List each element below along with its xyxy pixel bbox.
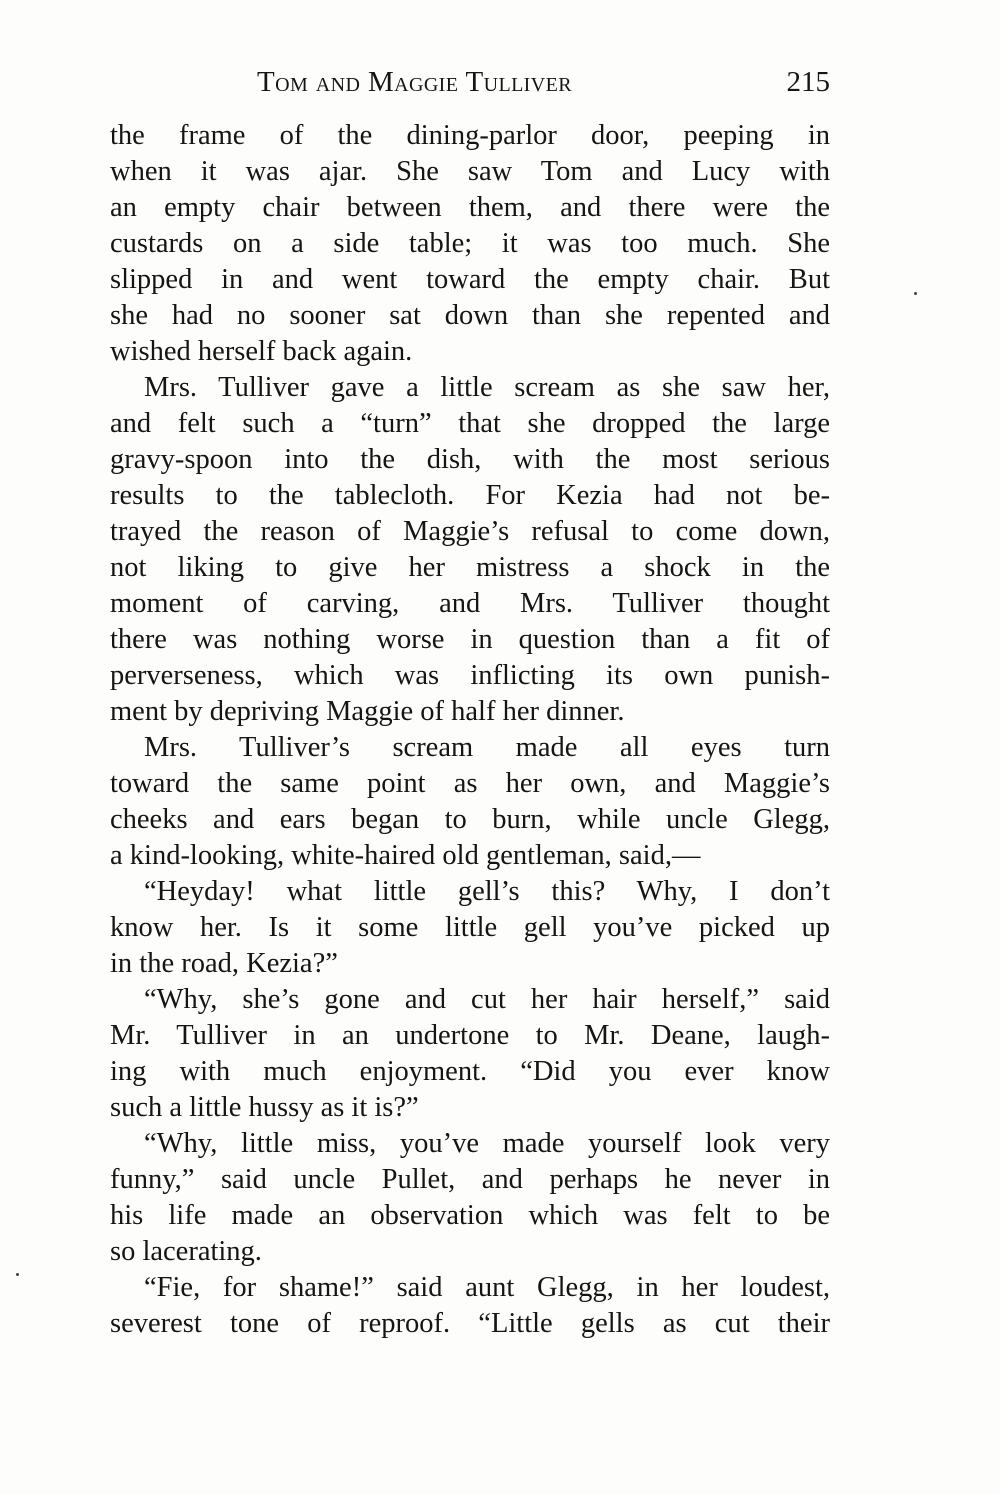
page-number: 215: [786, 66, 830, 98]
text-line: a kind-looking, white-haired old gentleman, said,—: [110, 840, 701, 871]
running-title: Tom and Maggie Tulliver: [257, 66, 572, 98]
text-line: wished herself back again.: [110, 336, 413, 367]
text-line: severest tone of reproof. “Little gells as cut their: [110, 1308, 830, 1339]
text-line: the frame of the dining-parlor door, peeping in: [110, 120, 830, 151]
running-head: [110, 66, 830, 106]
text-line: not liking to give her mistress a shock in the: [110, 552, 830, 583]
text-line: Mrs. Tulliver gave a little scream as she saw her,: [144, 372, 830, 403]
text-line: ing with much enjoyment. “Did you ever know: [110, 1056, 830, 1087]
text-line: when it was ajar. She saw Tom and Lucy with: [110, 156, 830, 187]
text-line: so lacerating.: [110, 1236, 262, 1267]
text-line: “Fie, for shame!” said aunt Glegg, in her loudest,: [144, 1272, 830, 1303]
text-line: funny,” said uncle Pullet, and perhaps he never in: [110, 1164, 830, 1195]
text-line: Mrs. Tulliver’s scream made all eyes turn: [144, 732, 830, 763]
body-text: [110, 118, 830, 1342]
text-line: such a little hussy as it is?”: [110, 1092, 419, 1123]
text-line: cheeks and ears began to burn, while uncle Glegg,: [110, 804, 830, 835]
stray-ink-mark: [914, 292, 917, 295]
text-line: “Heyday! what little gell’s this? Why, I don’t: [144, 876, 830, 907]
text-line: an empty chair between them, and there were the: [110, 192, 830, 223]
text-line: “Why, she’s gone and cut her hair herself,” said: [144, 984, 830, 1015]
text-line: results to the tablecloth. For Kezia had not be-: [110, 480, 830, 511]
text-line: perverseness, which was inflicting its own punish-: [110, 660, 830, 691]
text-line: she had no sooner sat down than she repented and: [110, 300, 830, 331]
text-line: gravy-spoon into the dish, with the most serious: [110, 444, 830, 475]
text-line: in the road, Kezia?”: [110, 948, 338, 979]
text-line: toward the same point as her own, and Maggie’s: [110, 768, 830, 799]
text-line: slipped in and went toward the empty chair. But: [110, 264, 830, 295]
text-line: custards on a side table; it was too much. She: [110, 228, 830, 259]
text-line: trayed the reason of Maggie’s refusal to come down,: [110, 516, 830, 547]
text-line: Mr. Tulliver in an undertone to Mr. Deane, laugh-: [110, 1020, 830, 1051]
text-line: there was nothing worse in question than a fit of: [110, 624, 830, 655]
text-line: moment of carving, and Mrs. Tulliver thought: [110, 588, 830, 619]
text-line: “Why, little miss, you’ve made yourself look very: [144, 1128, 830, 1159]
text-line: his life made an observation which was felt to be: [110, 1200, 830, 1231]
text-line: know her. Is it some little gell you’ve picked up: [110, 912, 830, 943]
text-line: and felt such a “turn” that she dropped the large: [110, 408, 830, 439]
stray-ink-mark: [16, 1273, 19, 1276]
text-line: ment by depriving Maggie of half her dinner.: [110, 696, 625, 727]
